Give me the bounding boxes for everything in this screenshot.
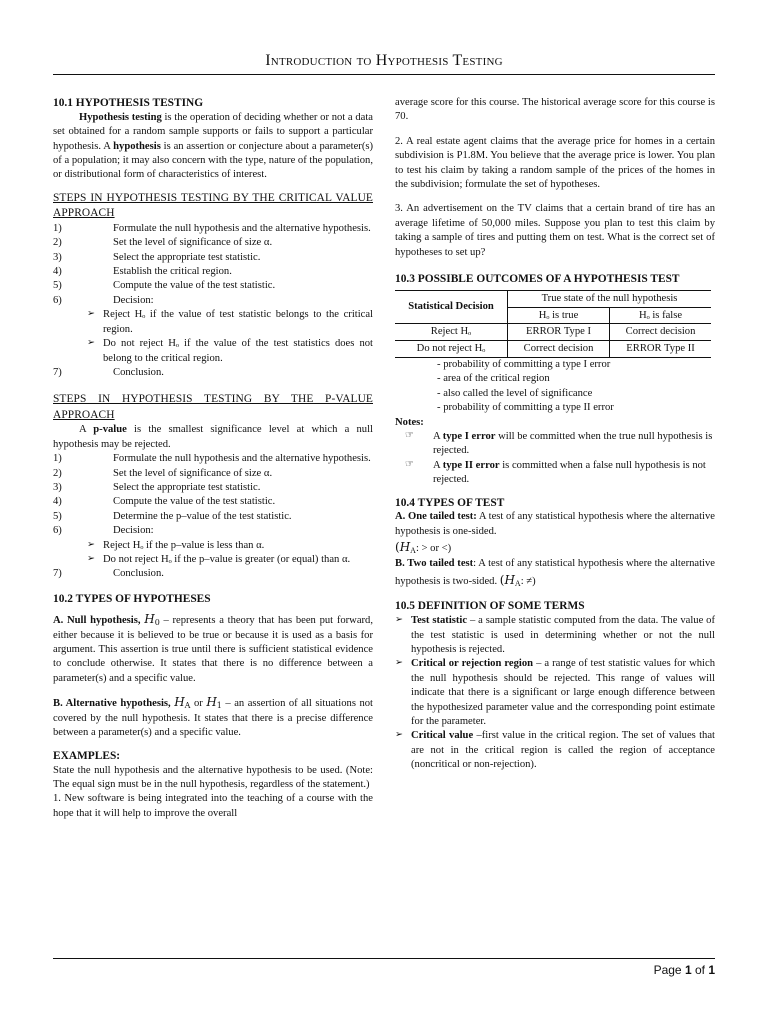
example-1-continued: average score for this course. The historical average score for this course is 70.	[395, 97, 715, 123]
note-text: is committed when a false null hypothesis is not rejected.	[433, 459, 706, 486]
list-item	[53, 510, 373, 524]
step-number: 2)	[53, 467, 62, 479]
list-item	[405, 430, 715, 459]
symbol-rest: : ≠)	[520, 575, 536, 587]
critical-value-steps-heading: STEPS IN HYPOTHESIS TESTING BY THE CRITICAL VALUE APPROACH	[53, 191, 373, 220]
step-number: 4)	[53, 266, 62, 278]
symbol-letter: H	[206, 695, 217, 710]
p-value-definition	[53, 423, 373, 452]
list-item	[53, 279, 373, 293]
symbol-letter: H	[399, 540, 411, 555]
table-row	[395, 341, 711, 358]
step-number: 7)	[53, 568, 62, 580]
alternative-hypothesis-label: B. Alternative hypothesis,	[53, 698, 175, 710]
left-column	[53, 96, 373, 821]
page-of: of	[691, 963, 709, 977]
table-row	[395, 290, 711, 307]
table-cell: ERROR Type II	[610, 341, 711, 358]
section-10-4-heading: 10.4 TYPES OF TEST	[395, 496, 505, 509]
step-number: 6)	[53, 525, 62, 537]
section-10-3-heading: 10.3 POSSIBLE OUTCOMES OF A HYPOTHESIS TEST	[395, 273, 680, 286]
example-1-start: 1. New software is being integrated into the teaching of a course with the hope that it will help to improve the overall	[53, 793, 373, 819]
notes-label-text: Notes:	[395, 416, 424, 428]
footer-rule	[53, 958, 715, 959]
step-number: 3)	[53, 251, 62, 263]
two-tailed-label: B. Two tailed test	[395, 558, 474, 570]
list-item: - probability of committing a type I error	[437, 358, 715, 372]
symbol-letter: H	[504, 572, 515, 587]
step-text: Establish the critical region.	[113, 266, 232, 278]
list-item	[395, 614, 715, 657]
list-item: ➢ Reject Hₒ if the value of test statistic belongs to the critical region.	[87, 308, 373, 337]
step-text: Formulate the null hypothesis and the alternative hypothesis.	[113, 453, 371, 465]
definition-text: – an assertion of all situations not covered by the null hypothesis. It states that there is a precise difference between a parameter(s) and a specific value.	[53, 698, 373, 739]
symbol-subscript: 1	[216, 701, 222, 711]
page-number	[654, 962, 715, 978]
page-title: Introduction to Hypothesis Testing	[265, 52, 503, 69]
table-cell: Correct decision	[508, 341, 610, 358]
list-item: ➢ Reject Hₒ if the p–value is less than α.	[87, 539, 373, 553]
two-tailed-test	[395, 557, 715, 589]
symbol-subscript: A	[184, 701, 191, 711]
term-name: Test statistic	[411, 615, 468, 627]
table-cell: Correct decision	[610, 324, 711, 341]
section-10-2-heading: 10.2 TYPES OF HYPOTHESES	[53, 592, 211, 605]
p-value-steps-heading: STEPS IN HYPOTHESIS TESTING BY THE P-VALUE APPROACH	[53, 393, 373, 421]
table-row	[395, 324, 711, 341]
step-text: Set the level of significance of size α.	[113, 467, 273, 479]
step-text: Conclusion.	[113, 366, 164, 378]
examples-heading: EXAMPLES:	[53, 749, 121, 762]
list-item	[53, 366, 373, 380]
list-item	[405, 459, 715, 488]
list-item	[395, 657, 715, 729]
section-10-5-heading: 10.5 DEFINITION OF SOME TERMS	[395, 600, 585, 613]
term-p-value: p-value	[93, 424, 127, 436]
definition-text: or	[190, 698, 207, 710]
term-hypothesis: hypothesis	[113, 140, 161, 152]
step-text: Determine the p–value of the test statistic.	[113, 510, 292, 522]
list-item	[53, 265, 373, 279]
list-item: ➢ Do not reject Hₒ if the p–value is greater (or equal) than α.	[87, 553, 373, 567]
step-number: 3)	[53, 481, 62, 493]
list-item	[395, 729, 715, 772]
list-item	[53, 481, 373, 495]
definition-text: is the operation of deciding whether or not a data set obtained for a random sample supports or fails to support a particular hypothesis. A	[53, 111, 373, 152]
step-number: 5)	[53, 510, 62, 522]
note-text: will be committed when the true null hypothesis is rejected.	[433, 430, 713, 457]
critical-value-step-7	[53, 366, 373, 380]
step-text: Compute the value of the test statistic.	[113, 280, 276, 292]
one-tailed-test	[395, 510, 715, 539]
step-number: 6)	[53, 294, 62, 306]
p-value-decisions	[53, 539, 373, 568]
terms-list	[395, 614, 715, 772]
term-type-i-error: type I error	[442, 430, 496, 442]
term-definition: –first value in the critical region. The set of values that are not in the critical region is called the region of acceptance (noncritical or non-rejection).	[411, 730, 715, 771]
null-hypothesis-label: A. Null hypothesis,	[53, 614, 145, 626]
term-definition: – a sample statistic computed from the data. The value of the test statistic is used in determining whether or not the null hypothesis is rejected.	[411, 615, 715, 656]
symbol-h1	[206, 695, 222, 709]
step-number: 1)	[53, 222, 62, 234]
symbol-letter: H	[174, 695, 185, 710]
table-header-false: Hₒ is false	[610, 307, 711, 324]
definition-text: : A test of any statistical hypothesis where the alternative hypothesis is two-sided.	[395, 558, 715, 587]
hypothesis-testing-definition	[53, 111, 373, 183]
example-2: 2. A real estate agent claims that the average price for homes in a certain subdivision is P1.8M. You believe that the average price is lower. You plan to test his claim by taking a random sample of the prices of the homes in the subdivision; formulate the set of hypotheses.	[395, 135, 715, 191]
alternative-hypothesis-definition	[53, 694, 373, 741]
step-text: Select the appropriate test statistic.	[113, 481, 261, 493]
null-hypothesis-definition	[53, 611, 373, 687]
critical-value-steps	[53, 222, 373, 308]
page-current: 1	[684, 963, 692, 977]
list-item: - area of the critical region	[437, 372, 715, 386]
table-cell: ERROR Type I	[508, 324, 610, 341]
list-item: - also called the level of significance	[437, 387, 715, 401]
step-text: Select the appropriate test statistic.	[113, 251, 261, 263]
type-error-notes	[395, 358, 715, 416]
symbol-subscript: A	[410, 546, 416, 556]
outcomes-table	[395, 290, 711, 358]
step-text: Formulate the null hypothesis and the alternative hypothesis.	[113, 222, 371, 234]
title-rule	[53, 74, 715, 75]
p-value-steps	[53, 452, 373, 538]
section-10-1-heading: 10.1 HYPOTHESIS TESTING	[53, 97, 204, 109]
term-name: Critical value	[411, 730, 474, 742]
step-text: Decision:	[113, 294, 154, 306]
symbol-subscript: A	[514, 578, 521, 588]
table-cell: Reject Hₒ	[395, 324, 508, 341]
paren: (	[395, 540, 400, 555]
list-item	[53, 236, 373, 250]
step-text: Compute the value of the test statistic.	[113, 496, 276, 508]
one-tailed-label: A. One tailed test:	[395, 511, 477, 523]
term-name: Critical or rejection region	[411, 658, 534, 670]
note-text: A	[433, 430, 443, 442]
list-item	[53, 251, 373, 265]
step-text: Decision:	[113, 525, 154, 537]
table-cell: Do not reject Hₒ	[395, 341, 508, 358]
step-number: 4)	[53, 496, 62, 508]
paren: (	[499, 572, 505, 587]
definition-text: A	[79, 424, 94, 436]
examples-intro: State the null hypothesis and the alternative hypothesis to be used. (Note: The equal sign must be in the null hypothesis, regardless of the statement.)	[53, 764, 373, 791]
symbol-ha	[174, 695, 190, 709]
page-total: 1	[708, 963, 715, 977]
list-item	[53, 495, 373, 509]
symbol-rest: : > or <)	[415, 543, 452, 555]
definition-text: is the smallest significance level at which a null hypothesis may be rejected.	[53, 424, 373, 450]
one-tailed-symbol	[395, 539, 715, 557]
list-item	[53, 524, 373, 538]
step-number: 2)	[53, 237, 62, 249]
term-hypothesis-testing: Hypothesis testing	[79, 111, 162, 123]
note-text: A	[433, 459, 443, 471]
example-3: 3. An advertisement on the TV claims that a certain brand of tire has an average lifetime of 50,000 miles. Suppose you plan to test this claim by taking a sample of tires and putting them on test. What is the correct set of hypotheses to set up?	[395, 203, 715, 258]
symbol-letter: H	[144, 611, 155, 626]
table-header-state: True state of the null hypothesis	[508, 290, 712, 307]
step-number: 5)	[53, 280, 62, 292]
step-text: Conclusion.	[113, 568, 164, 580]
definition-text: is an assertion or conjecture about a parameter(s) of a population; it may also concern with the type, nature of the population, or distributional form of characteristics of interest.	[53, 140, 373, 181]
right-column	[395, 96, 715, 773]
list-item	[53, 222, 373, 236]
symbol-h0	[144, 612, 160, 626]
critical-value-decisions	[53, 308, 373, 366]
list-item	[53, 567, 373, 581]
definition-text: A test of any statistical hypothesis where the alternative hypothesis is one-sided.	[395, 511, 715, 537]
symbol-subscript: 0	[154, 617, 160, 627]
term-definition: – a range of test statistic values for which the null hypothesis should be rejected. This range of values will indicate that there is a significant or large enough difference between the hypothesized parameter value and the corresponding point estimate for the parameter.	[411, 658, 715, 728]
list-item	[53, 452, 373, 466]
list-item	[53, 467, 373, 481]
notes-label	[395, 416, 715, 430]
step-number: 1)	[53, 453, 62, 465]
list-item: - probability of committing a type II error	[437, 401, 715, 415]
definition-text: – represents a theory that has been put forward, either because it is believed to be true or because it is used as a basis for argument. This assertion is true until there is sufficient statistical evidence to conclude otherwise. It states that there is no difference between a parameter(s) and a specific value.	[53, 614, 374, 684]
step-text: Set the level of significance of size α.	[113, 237, 273, 249]
step-number: 7)	[53, 366, 62, 378]
table-header-decision: Statistical Decision	[395, 290, 508, 324]
p-value-step-7	[53, 567, 373, 581]
page-word: Page	[653, 963, 685, 977]
list-item	[53, 294, 373, 308]
list-item: ➢ Do not reject Hₒ if the value of the test statistics does not belong to the critical region.	[87, 337, 373, 366]
term-type-ii-error: type II error	[442, 459, 500, 471]
table-header-true: Hₒ is true	[508, 307, 610, 324]
notes-list	[395, 430, 715, 488]
